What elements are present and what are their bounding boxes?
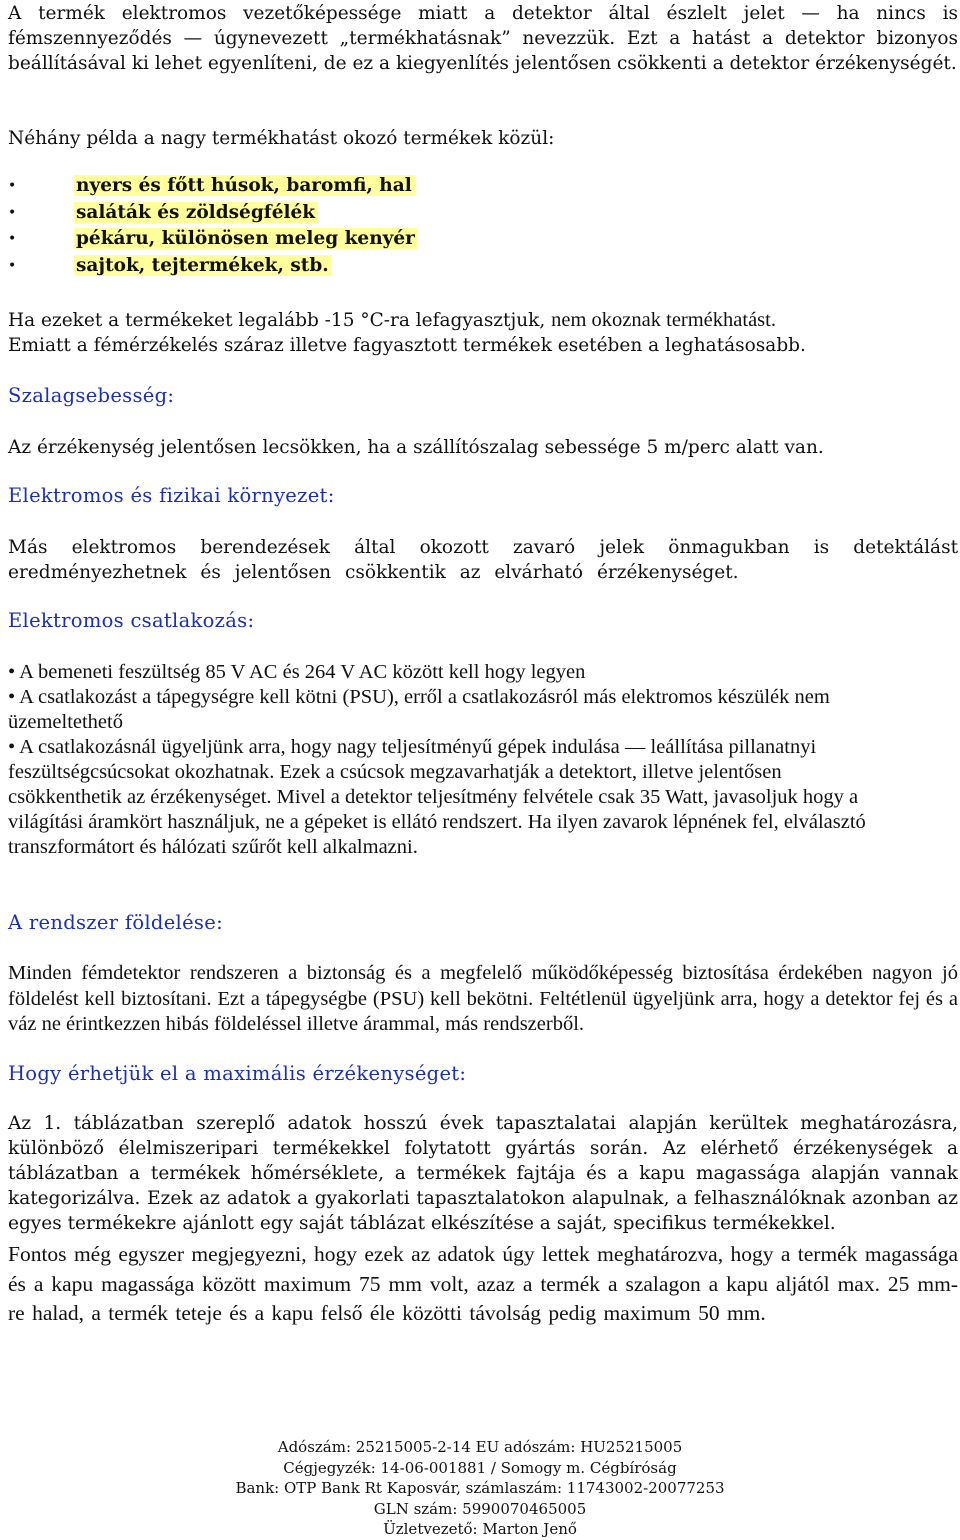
max-sensitivity-note: Fontos még egyszer megjegyezni, hogy ezek az adatok úgy lettek meghatározva, hogy a termék magassága és a kapu magassága között maximum 75 mm volt, azaz a termék a szalagon a kapu aljától max. 25 mm-re halad, a termék teteje és a kapu felső éle közötti távolság pedig maximum 50 mm. — [8, 1242, 958, 1325]
section-heading-environment: Elektromos és fizikai környezet: — [8, 484, 335, 507]
connection-list — [8, 660, 868, 860]
bullet-icon: • — [8, 257, 17, 274]
section-heading-grounding: A rendszer földelése: — [8, 911, 223, 934]
list-item — [8, 226, 958, 253]
footer-bank-account: Bank: OTP Bank Rt Kaposvár, számlaszám: 11743002-20077253 — [235, 1479, 725, 1497]
max-sensitivity-text: Az 1. táblázatban szereplő adatok hosszú évek tapasztalatai alapján kerültek meghatározásra, különböző élelmiszeripari termékekkel folytatott gyártás során. Az elérhető érzékenységek a táblázatban a termékek hőmérséklete, a termékek fajtája és a kapu magassága alapján vannak kategorizálva. Ezek az adatok a gyakorlati tapasztalatokon alapulnak, a felhasználóknak azonban az egyes termékekre ajánlott egy saját táblázat elkészítése a saját, specifikus termékekkel. — [8, 1113, 958, 1234]
list-item: • A bemeneti feszültség 85 V AC és 264 V AC között kell hogy legyen — [8, 661, 586, 683]
highlighted-item: nyers és főtt húsok, baromfi, hal — [74, 175, 415, 196]
footer-manager: Üzletvezető: Marton Jenő — [383, 1520, 577, 1538]
environment-text: Más elektromos berendezések által okozott zavaró jelek önmagukban is detektálást eredményezhetnek és jelentősen csökkentik az elvárható érzékenységet. — [8, 537, 958, 583]
freeze-text-2: nem okoznak termékhatást. — [551, 309, 776, 331]
footer-tax-number: Adószám: 25215005-2-14 EU adószám: HU25215005 — [277, 1438, 683, 1456]
list-item: • A csatlakozást a tápegységre kell kötni (PSU), erről a csatlakozásról más elektromos készülék nem üzemeltethető — [8, 686, 830, 733]
section-heading-connection: Elektromos csatlakozás: — [8, 609, 255, 632]
freeze-text-1: Ha ezeket a termékeket legalább -15 °C-ra lefagyasztjuk, — [8, 310, 546, 331]
bullet-icon: • — [8, 178, 17, 194]
footer-gln-number: GLN szám: 5990070465005 — [373, 1499, 587, 1518]
belt-speed-text: Az érzékenység jelentősen lecsökken, ha a szállítószalag sebessége 5 m/perc alatt van. — [8, 437, 824, 458]
list-item — [8, 253, 958, 280]
section-heading-max-sensitivity: Hogy érhetjük el a maximális érzékenységet: — [8, 1062, 467, 1085]
page-footer — [0, 1437, 960, 1540]
examples-intro: Néhány példa a nagy termékhatást okozó termékek közül: — [8, 128, 555, 149]
freeze-paragraph — [8, 308, 958, 358]
footer-company-registry: Cégjegyzék: 14-06-001881 / Somogy m. Cégbíróság — [283, 1458, 677, 1477]
highlighted-item: sajtok, tejtermékek, stb. — [74, 255, 332, 276]
intro-paragraph: A termék elektromos vezetőképessége miatt a detektor által észlelt jelet — ha nincs is fémszennyeződés — úgynevezett „termékhatásnak” nevezzük. Ezt a hatást a detektor bizonyos beállításával ki lehet egyenlíteni, de ez a kiegyenlítés jelentősen csökkenti a detektor érzékenységét. — [8, 3, 958, 74]
bullet-icon: • — [8, 231, 17, 247]
bullet-icon: • — [8, 204, 17, 221]
highlighted-item: saláták és zöldségfélék — [74, 202, 318, 223]
highlighted-item: pékáru, különösen meleg kenyér — [74, 228, 418, 249]
examples-list — [8, 173, 958, 279]
freeze-text-3: Emiatt a fémérzékelés száraz illetve fagyasztott termékek esetében a leghatásosabb. — [8, 335, 806, 356]
section-heading-belt-speed: Szalagsebesség: — [8, 384, 175, 407]
list-item — [8, 173, 958, 200]
list-item: • A csatlakozásnál ügyeljünk arra, hogy nagy teljesítményű gépek indulása — leállítása pillanatnyi feszültségcsúcsokat okozhatnak. Ezek a csúcsok megzavarhatják a detektort, illetve jelentősen csökkenthetik az érzékenységet. Mivel a detektor teljesítmény felvétele csak 35 Watt, javasoljuk hogy a világítási áramkört használjuk, ne a gépeket is ellátó rendszert. Ha ilyen zavarok lépnének fel, elválasztó transzformátort és hálózati szűrőt kell alkalmazni. — [8, 736, 866, 858]
list-item — [8, 200, 958, 227]
grounding-text: Minden fémdetektor rendszeren a biztonság és a megfelelő működőképesség biztosítása érdekében nagyon jó földelést kell biztosítani. Ezt a tápegységbe (PSU) kell bekötni. Feltétlenül ügyeljünk arra, hogy a detektor fej és a váz ne érintkezzen hibás földeléssel illetve árammal, más rendszerből. — [8, 962, 958, 1035]
